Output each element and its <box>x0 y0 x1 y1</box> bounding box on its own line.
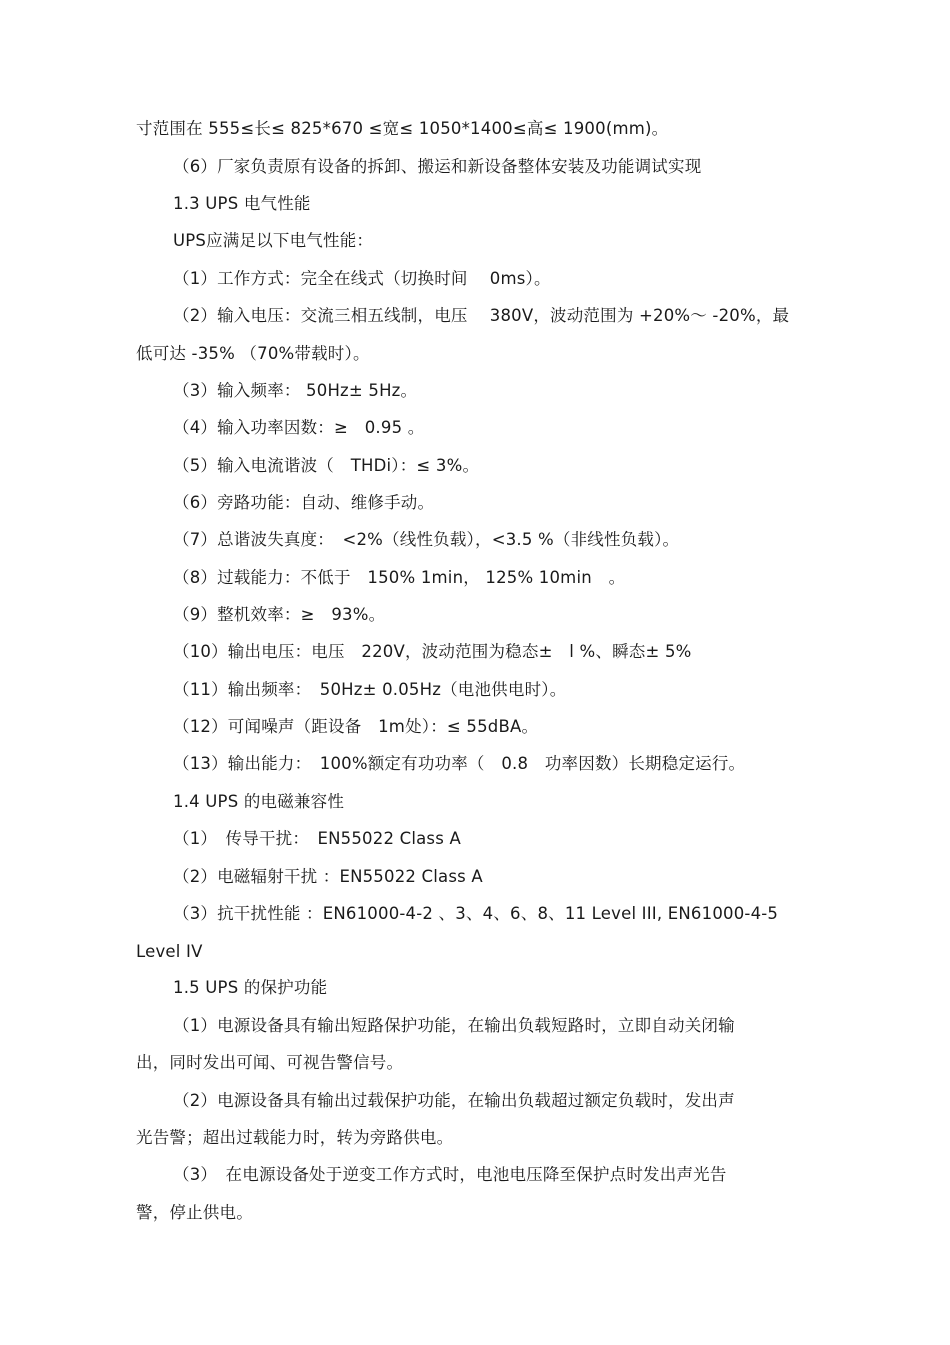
list-item: （6）旁路功能：自动、维修手动。 <box>173 493 435 512</box>
list-item: （2）电磁辐射干扰 ：EN55022 Class A <box>173 867 483 886</box>
list-item-continuation: Level IV <box>136 942 203 961</box>
list-item: （3） 在电源设备处于逆变工作方式时，电池电压降至保护点时发出声光告 <box>173 1165 727 1184</box>
paragraph-line: UPS应满足以下电气性能： <box>173 231 374 250</box>
list-item-continuation: 警，停止供电。 <box>136 1203 253 1222</box>
list-item: （11）输出频率： 50Hz± 0.05Hz（电池供电时）。 <box>173 680 567 699</box>
list-item: （5）输入电流谐波（ THDi）：≤ 3%。 <box>173 456 480 475</box>
section-heading: 1.3 UPS 电气性能 <box>173 194 311 213</box>
list-item: （2）输入电压：交流三相五线制，电压 380V，波动范围为 +20%～ -20%，最 <box>173 306 790 325</box>
list-item: （4）输入功率因数：≥ 0.95 。 <box>173 418 425 437</box>
list-item: （9）整机效率：≥ 93%。 <box>173 605 386 624</box>
paragraph-line: 寸范围在 555≤长≤ 825*670 ≤宽≤ 1050*1400≤高≤ 1900(mm)。 <box>136 119 669 138</box>
list-item: （13）输出能力： 100%额定有功功率（ 0.8 功率因数）长期稳定运行。 <box>173 754 746 773</box>
list-item: （3）抗干扰性能 ：EN61000-4-2 、3、4、6、8、11 Level III, EN61000-4-5 <box>173 904 779 923</box>
section-heading: 1.5 UPS 的保护功能 <box>173 978 328 997</box>
list-item-continuation: 光告警；超出过载能力时，转为旁路供电。 <box>136 1128 454 1147</box>
list-item-continuation: 低可达 -35% （70%带载时）。 <box>136 344 370 363</box>
list-item: （1）电源设备具有输出短路保护功能，在输出负载短路时，立即自动关闭输 <box>173 1016 735 1035</box>
list-item: （3）输入频率： 50Hz± 5Hz。 <box>173 381 418 400</box>
paragraph-line: （6）厂家负责原有设备的拆卸、搬运和新设备整体安装及功能调试实现 <box>173 157 702 176</box>
list-item-continuation: 出，同时发出可闻、可视告警信号。 <box>136 1053 404 1072</box>
list-item: （1）工作方式：完全在线式（切换时间 0ms）。 <box>173 269 551 288</box>
list-item: （10）输出电压：电压 220V，波动范围为稳态± l %、瞬态± 5% <box>173 642 692 661</box>
list-item: （12）可闻噪声（距设备 1m处）：≤ 55dBA。 <box>173 717 539 736</box>
section-heading: 1.4 UPS 的电磁兼容性 <box>173 792 345 811</box>
list-item: （7）总谐波失真度： <2%（线性负载），<3.5 %（非线性负载）。 <box>173 530 680 549</box>
list-item: （8）过载能力：不低于 150% 1min， 125% 10min 。 <box>173 568 626 587</box>
list-item: （1） 传导干扰： EN55022 Class A <box>173 829 461 848</box>
list-item: （2）电源设备具有输出过载保护功能，在输出负载超过额定负载时，发出声 <box>173 1091 735 1110</box>
